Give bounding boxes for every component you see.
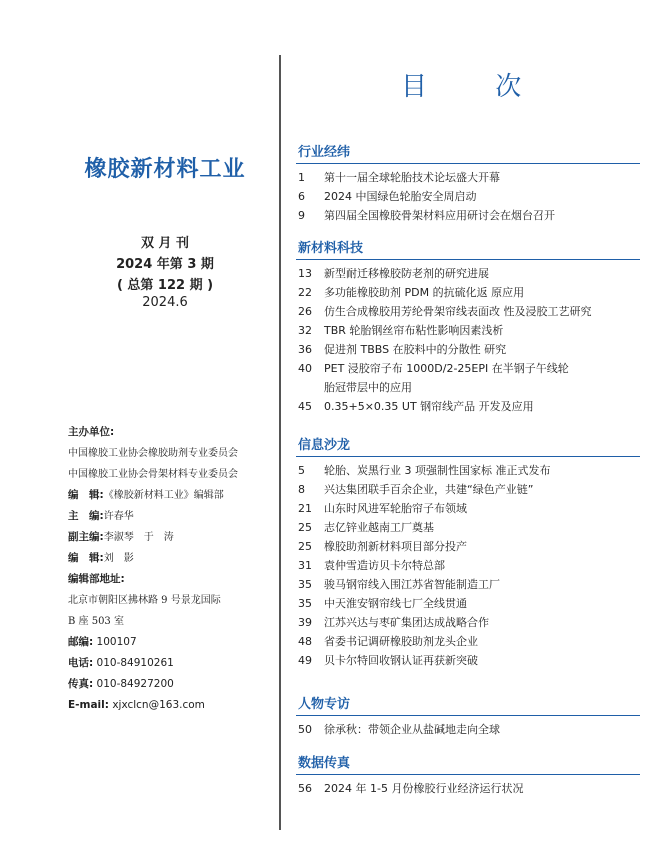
editor2-label: 编 辑: bbox=[68, 552, 104, 564]
page-number: 35 bbox=[298, 578, 312, 591]
postcode-label: 邮编: bbox=[68, 636, 94, 648]
magazine-title: 橡胶新材料工业 bbox=[84, 157, 246, 182]
chief-row bbox=[68, 506, 273, 527]
issue-number: 2024 年第 3 期 bbox=[116, 257, 214, 272]
fax-label: 传真: bbox=[68, 678, 94, 690]
editor-label: 编 辑: bbox=[68, 489, 104, 501]
entry-title: 兴达集团联手百余企业，共建“绿色产业链” bbox=[324, 483, 534, 496]
entry-title: TBR 轮胎钢丝帘布粘性影响因素浅析 bbox=[324, 324, 504, 337]
entry-title: 贝卡尔特回收钢认证再获新突破 bbox=[324, 654, 478, 667]
toc-entry[interactable] bbox=[296, 359, 640, 397]
toc-entry[interactable] bbox=[296, 283, 640, 302]
page-number: 40 bbox=[298, 362, 312, 375]
entry-title: 2024 年 1-5 月份橡胶行业经济运行状况 bbox=[324, 782, 524, 795]
page-number: 45 bbox=[298, 400, 312, 413]
page-number: 26 bbox=[298, 305, 312, 318]
entry-title: PET 浸胶帘子布 1000D/2-25EPI 在半钢子午线轮 bbox=[324, 362, 569, 375]
page-number: 35 bbox=[298, 597, 312, 610]
section-heading: 信息沙龙 bbox=[296, 436, 640, 457]
page-number: 49 bbox=[298, 654, 312, 667]
entry-title: 中天淮安钢帘线七厂全线贯通 bbox=[324, 597, 467, 610]
section-heading: 数据传真 bbox=[296, 754, 640, 775]
toc-entry[interactable] bbox=[296, 651, 640, 670]
sponsor-label: 主办单位: bbox=[68, 426, 115, 438]
entry-title: 袁仲雪造访贝卡尔特总部 bbox=[324, 559, 445, 572]
frequency: 双 月 刊 bbox=[140, 236, 190, 251]
section-heading: 行业经纬 bbox=[296, 143, 640, 164]
left-column bbox=[0, 0, 280, 850]
entry-title-continued: 胎冠带层中的应用 bbox=[324, 381, 412, 394]
page-number: 6 bbox=[298, 190, 305, 203]
section-heading: 人物专访 bbox=[296, 695, 640, 716]
entry-title: 骏马钢帘线入围江苏省智能制造工厂 bbox=[324, 578, 500, 591]
page-number: 56 bbox=[298, 782, 312, 795]
toc-entry[interactable] bbox=[296, 340, 640, 359]
toc-entry[interactable] bbox=[296, 187, 640, 206]
email-value[interactable]: xjxclcn@163.com bbox=[112, 699, 205, 711]
page-number: 13 bbox=[298, 267, 312, 280]
toc-entry[interactable] bbox=[296, 206, 640, 225]
column-divider bbox=[279, 55, 281, 830]
toc-entry[interactable] bbox=[296, 594, 640, 613]
toc-title: 目 次 bbox=[401, 72, 552, 102]
entry-title: 2024 中国绿色轮胎安全周启动 bbox=[324, 190, 477, 203]
phone-row bbox=[68, 653, 273, 674]
page-number: 21 bbox=[298, 502, 312, 515]
phone-label: 电话: bbox=[68, 657, 94, 669]
section-data bbox=[296, 754, 640, 798]
toc-entry[interactable] bbox=[296, 302, 640, 321]
section-new-materials bbox=[296, 239, 640, 416]
entry-title: 新型耐迁移橡胶防老剂的研究进展 bbox=[324, 267, 489, 280]
entry-title: 多功能橡胶助剂 PDM 的抗硫化返 原应用 bbox=[324, 286, 525, 299]
chief-label: 主 编: bbox=[68, 510, 104, 522]
issue-date: 2024.6 bbox=[142, 295, 188, 310]
toc-entry[interactable] bbox=[296, 537, 640, 556]
entry-title: 轮胎、炭黑行业 3 项强制性国家标 准正式发布 bbox=[324, 464, 551, 477]
postcode-row bbox=[68, 632, 273, 653]
address-label: 编辑部地址: bbox=[68, 573, 125, 585]
toc-entry[interactable] bbox=[296, 518, 640, 537]
page-number: 50 bbox=[298, 723, 312, 736]
sponsor-1: 中国橡胶工业协会橡胶助剂专业委员会 bbox=[68, 448, 238, 459]
deputy-label: 副主编: bbox=[68, 531, 104, 543]
entry-title: 志亿锌业越南工厂奠基 bbox=[324, 521, 434, 534]
deputy-row bbox=[68, 527, 273, 548]
address-1: 北京市朝阳区拂林路 9 号景龙国际 bbox=[68, 595, 221, 606]
toc-entry[interactable] bbox=[296, 461, 640, 480]
toc-entry[interactable] bbox=[296, 779, 640, 798]
page-number: 32 bbox=[298, 324, 312, 337]
entry-title: 橡胶助剂新材料项目部分投产 bbox=[324, 540, 467, 553]
phone-value: 010-84910261 bbox=[96, 657, 174, 669]
fax-value: 010-84927200 bbox=[96, 678, 174, 690]
deputy-value: 李淑琴 于 涛 bbox=[103, 532, 174, 543]
entry-title: 促进剂 TBBS 在胶料中的分散性 研究 bbox=[324, 343, 507, 356]
section-heading: 新材料科技 bbox=[296, 239, 640, 260]
page-number: 1 bbox=[298, 171, 305, 184]
table-of-contents bbox=[296, 0, 646, 850]
toc-entry[interactable] bbox=[296, 613, 640, 632]
page-number: 48 bbox=[298, 635, 312, 648]
postcode-value: 100107 bbox=[96, 636, 137, 648]
entry-title: 山东时风进军轮胎帘子布领域 bbox=[324, 502, 467, 515]
fax-row bbox=[68, 674, 273, 695]
page-number: 5 bbox=[298, 464, 305, 477]
email-label: E-mail: bbox=[68, 699, 109, 711]
page-number: 25 bbox=[298, 540, 312, 553]
toc-entry[interactable] bbox=[296, 556, 640, 575]
entry-title: 0.35+5×0.35 UT 钢帘线产品 开发及应用 bbox=[324, 400, 534, 413]
page-number: 9 bbox=[298, 209, 305, 222]
toc-entry[interactable] bbox=[296, 264, 640, 283]
toc-entry[interactable] bbox=[296, 480, 640, 499]
toc-entry[interactable] bbox=[296, 632, 640, 651]
sponsor-2: 中国橡胶工业协会骨架材料专业委员会 bbox=[68, 469, 238, 480]
toc-entry[interactable] bbox=[296, 168, 640, 187]
chief-value: 许春华 bbox=[103, 511, 134, 522]
total-issue: ( 总第 122 期 ) bbox=[116, 278, 214, 293]
page-number: 31 bbox=[298, 559, 312, 572]
page-number: 22 bbox=[298, 286, 312, 299]
page-number: 8 bbox=[298, 483, 305, 496]
toc-entry[interactable] bbox=[296, 397, 640, 416]
toc-entry[interactable] bbox=[296, 720, 640, 739]
entry-title: 省委书记调研橡胶助剂龙头企业 bbox=[324, 635, 478, 648]
masthead bbox=[68, 422, 273, 716]
toc-entry[interactable] bbox=[296, 499, 640, 518]
entry-title: 第四届全国橡胶骨架材料应用研讨会在烟台召开 bbox=[324, 209, 555, 222]
address-2: B 座 503 室 bbox=[68, 616, 124, 627]
editor2-row bbox=[68, 548, 273, 569]
entry-title: 第十一届全球轮胎技术论坛盛大开幕 bbox=[324, 171, 500, 184]
editor2-value: 刘 影 bbox=[103, 553, 134, 564]
page-number: 25 bbox=[298, 521, 312, 534]
page-number: 39 bbox=[298, 616, 312, 629]
section-info-salon bbox=[296, 436, 640, 670]
toc-entry[interactable] bbox=[296, 575, 640, 594]
toc-entry[interactable] bbox=[296, 321, 640, 340]
editor-row bbox=[68, 485, 273, 506]
editor-value: 《橡胶新材料工业》编辑部 bbox=[103, 490, 224, 501]
section-interview bbox=[296, 695, 640, 739]
entry-title: 江苏兴达与枣矿集团达成战略合作 bbox=[324, 616, 489, 629]
entry-title: 徐承秋：带领企业从盐碱地走向全球 bbox=[324, 723, 500, 736]
email-row bbox=[68, 695, 273, 716]
page-number: 36 bbox=[298, 343, 312, 356]
section-industry bbox=[296, 143, 640, 225]
entry-title: 仿生合成橡胶用芳纶骨架帘线表面改 性及浸胶工艺研究 bbox=[324, 305, 592, 318]
